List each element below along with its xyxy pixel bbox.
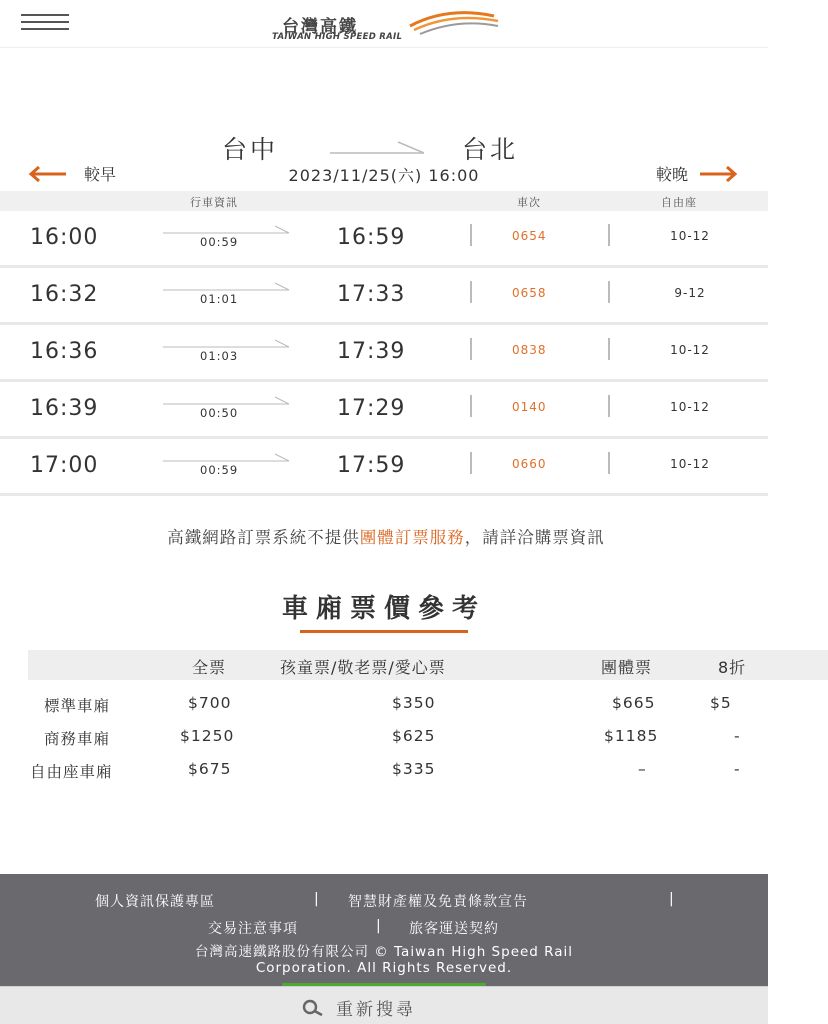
footer-link-privacy[interactable]: 個人資訊保護專區 <box>95 894 215 910</box>
fare-header-group: 團體票 <box>601 658 653 677</box>
departure-time: 16:32 <box>30 282 99 307</box>
footer-separator: | <box>376 918 382 934</box>
fare-section-title: 車廂票價參考 <box>281 594 486 624</box>
travel-date: 2023/11/25(六) 16:00 <box>288 166 480 185</box>
fare-value: $1250 <box>180 727 235 745</box>
site-footer <box>0 874 768 986</box>
fare-header-full: 全票 <box>192 658 227 677</box>
fare-value: $700 <box>188 694 232 712</box>
arrival-time: 17:39 <box>337 339 406 364</box>
travel-duration: 00:59 <box>200 463 239 477</box>
travel-duration: 01:03 <box>200 349 239 363</box>
header-trip-info: 行車資訊 <box>190 196 238 209</box>
travel-duration: 00:59 <box>200 235 239 249</box>
fare-value: $335 <box>392 760 436 778</box>
footer-link-carriage-contract[interactable]: 旅客運送契約 <box>409 921 499 937</box>
fare-value: $350 <box>392 694 436 712</box>
origin-station: 台中 <box>222 135 279 164</box>
train-row[interactable] <box>0 382 768 439</box>
departure-time: 17:00 <box>30 453 99 478</box>
column-divider <box>470 395 472 417</box>
menu-icon[interactable] <box>21 14 69 32</box>
footer-link-ip-disclaimer[interactable]: 智慧財產權及免責條款宣告 <box>348 894 528 910</box>
departure-time: 16:39 <box>30 396 99 421</box>
arrival-time: 16:59 <box>337 225 406 250</box>
copyright-line-1: 台灣高速鐵路股份有限公司 © Taiwan High Speed Rail <box>194 944 574 960</box>
fare-class-label: 標準車廂 <box>44 697 111 715</box>
later-label: 較晚 <box>655 165 688 184</box>
title-underline <box>300 630 468 633</box>
free-seat-cars: 10-12 <box>670 343 710 357</box>
fare-header-discount: 8折 <box>718 658 747 677</box>
later-button[interactable] <box>656 162 738 185</box>
arrival-time: 17:59 <box>337 453 406 478</box>
free-seat-cars: 10-12 <box>670 400 710 414</box>
fare-class-label: 自由座車廂 <box>30 763 113 781</box>
departure-time: 16:00 <box>30 225 99 250</box>
logo-swoosh-icon <box>408 8 500 38</box>
header-free-seat: 自由座 <box>661 196 697 209</box>
bottom-action-bar <box>0 986 768 1024</box>
fare-value: - <box>734 760 741 778</box>
duration-arrow-icon <box>163 282 291 292</box>
route-arrow-icon <box>330 140 426 156</box>
free-seat-cars: 10-12 <box>670 457 710 471</box>
group-booking-link[interactable]: 團體訂票服務 <box>359 528 465 547</box>
earlier-label: 較早 <box>84 165 117 184</box>
train-number[interactable]: 0660 <box>512 457 547 471</box>
app-header <box>0 0 768 48</box>
fare-table-header <box>28 650 828 680</box>
thsr-logo[interactable] <box>268 8 500 42</box>
group-booking-notice <box>26 527 746 549</box>
column-divider <box>470 338 472 360</box>
timetable-list <box>0 211 768 496</box>
search-icon <box>300 998 326 1018</box>
train-row[interactable] <box>0 439 768 496</box>
column-divider <box>470 224 472 246</box>
column-divider <box>470 452 472 474</box>
duration-arrow-icon <box>163 396 291 406</box>
train-row[interactable] <box>0 325 768 382</box>
fare-value: $1185 <box>604 727 659 745</box>
train-number[interactable]: 0838 <box>512 343 547 357</box>
fare-value: $625 <box>392 727 436 745</box>
train-number[interactable]: 0654 <box>512 229 547 243</box>
header-train-number: 車次 <box>517 196 541 209</box>
new-search-label: 重新搜尋 <box>336 1000 416 1020</box>
travel-duration: 01:01 <box>200 292 239 306</box>
fare-class-label: 商務車廂 <box>44 730 111 748</box>
copyright-line-2: Corporation. All Rights Reserved. <box>255 960 513 976</box>
column-divider <box>470 281 472 303</box>
fare-header-concession: 孩童票/敬老票/愛心票 <box>280 658 446 677</box>
date-navigation <box>0 160 768 188</box>
logo-text-en: TAIWAN HIGH SPEED RAIL <box>272 32 403 42</box>
new-search-button[interactable] <box>300 995 416 1020</box>
free-seat-cars: 9-12 <box>674 286 706 300</box>
logo-text-zh: 台灣高鐵 <box>282 17 358 37</box>
train-row[interactable] <box>0 268 768 325</box>
fare-value: $665 <box>612 694 656 712</box>
footer-link-transaction-notes[interactable]: 交易注意事項 <box>208 921 298 937</box>
train-number[interactable]: 0140 <box>512 400 547 414</box>
fare-value: $675 <box>188 760 232 778</box>
arrow-right-icon <box>698 165 738 183</box>
fare-table[interactable] <box>28 650 747 790</box>
duration-arrow-icon <box>163 225 291 235</box>
footer-separator: | <box>669 891 675 907</box>
footer-separator: | <box>314 891 320 907</box>
duration-arrow-icon <box>163 339 291 349</box>
arrival-time: 17:29 <box>337 396 406 421</box>
train-row[interactable] <box>0 211 768 268</box>
notice-text-pre: 高鐵網路訂票系統不提供 <box>167 528 360 547</box>
departure-time: 16:36 <box>30 339 99 364</box>
travel-duration: 00:50 <box>200 406 239 420</box>
fare-value: $5 <box>710 694 732 712</box>
fare-value: – <box>638 760 647 778</box>
fare-value: - <box>734 727 741 745</box>
free-seat-cars: 10-12 <box>670 229 710 243</box>
timetable-header <box>0 191 768 211</box>
duration-arrow-icon <box>163 453 291 463</box>
notice-text-post: ，請詳洽購票資訊 <box>464 528 605 547</box>
destination-station: 台北 <box>462 135 519 164</box>
arrival-time: 17:33 <box>337 282 406 307</box>
train-number[interactable]: 0658 <box>512 286 547 300</box>
